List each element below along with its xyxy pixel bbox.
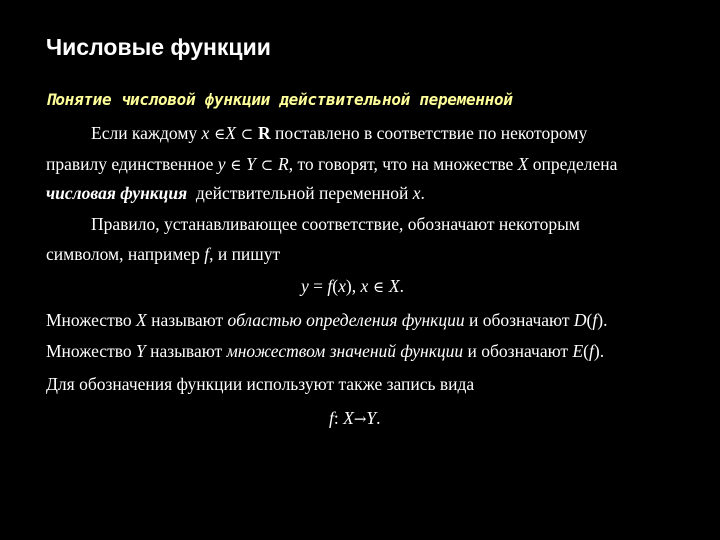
math-E: E: [572, 341, 584, 361]
math-Y: Y: [246, 154, 256, 174]
rule-line-1: Правило, устанавливающее соответствие, обозначают некоторым: [91, 214, 580, 234]
text: и обозначают: [463, 341, 573, 361]
math-f: f: [327, 276, 333, 296]
element-of-symbol: ∈: [209, 125, 226, 143]
math-x: x: [201, 123, 210, 143]
text: действительной переменной: [187, 183, 413, 203]
term-range: множеством значений функции: [226, 341, 464, 361]
slide-title: Числовые функции: [46, 34, 271, 60]
math-R: R: [277, 154, 289, 174]
paren: (: [583, 341, 589, 361]
math-f: f: [589, 341, 594, 361]
math-X: X: [136, 310, 147, 330]
text: , то говорят, что на множестве: [288, 154, 518, 174]
paren: (: [586, 310, 593, 330]
paren: ).: [593, 341, 605, 361]
element-of-symbol: ∈: [368, 278, 389, 296]
text: поставлено в соответствие по некоторому: [270, 123, 588, 143]
text: Множество: [46, 341, 136, 361]
period: .: [376, 408, 381, 428]
term-numeric-function: числовая функция: [46, 183, 188, 203]
math-X: X: [388, 276, 400, 296]
definition-line-2: [46, 154, 617, 175]
element-of-symbol: ∈: [225, 156, 247, 174]
math-X: X: [343, 408, 354, 428]
text: правилу единственное: [46, 154, 218, 174]
math-Y: Y: [136, 341, 146, 361]
paren: ).: [597, 310, 608, 330]
range-line: [46, 341, 604, 362]
subset-symbol: ⊂: [255, 156, 278, 174]
math-Y: Y: [366, 408, 377, 428]
text: символом, например: [46, 244, 205, 264]
math-x: x: [360, 276, 369, 296]
paren: ),: [345, 276, 361, 296]
notation-line: Для обозначения функции используют также запись вида: [46, 374, 475, 394]
math-f: f: [329, 408, 334, 428]
paren: (: [332, 276, 339, 296]
formula-y-equals-fx: [301, 276, 404, 297]
colon: :: [333, 408, 344, 428]
arrow-right-icon: →: [353, 410, 367, 428]
text: .: [420, 183, 425, 203]
math-y: y: [217, 154, 226, 174]
text: определена: [528, 154, 618, 174]
math-x: x: [412, 183, 421, 203]
rule-line-2: [46, 244, 280, 265]
domain-line: [46, 310, 607, 331]
math-X: X: [225, 123, 236, 143]
math-f: f: [592, 310, 598, 330]
formula-mapping: [329, 408, 381, 429]
text: называют: [145, 341, 227, 361]
text: Если каждому: [91, 123, 202, 143]
term-domain: областью определения функции: [227, 310, 465, 330]
math-x: x: [338, 276, 346, 296]
definition-line-3: [46, 183, 425, 204]
math-f: f: [204, 244, 210, 264]
math-X: X: [517, 154, 529, 174]
definition-line-1: [91, 123, 587, 144]
math-R: R: [258, 123, 271, 143]
text: Множество: [46, 310, 136, 330]
text: называют: [146, 310, 228, 330]
slide-subtitle: Понятие числовой функции действительной переменной: [46, 90, 513, 109]
text: , и пишут: [209, 244, 281, 264]
period: .: [399, 276, 404, 296]
math-D: D: [573, 310, 587, 330]
math-y: y: [301, 276, 309, 296]
subset-symbol: ⊂: [235, 125, 259, 143]
equals-sign: =: [308, 276, 328, 296]
text: и обозначают: [464, 310, 574, 330]
